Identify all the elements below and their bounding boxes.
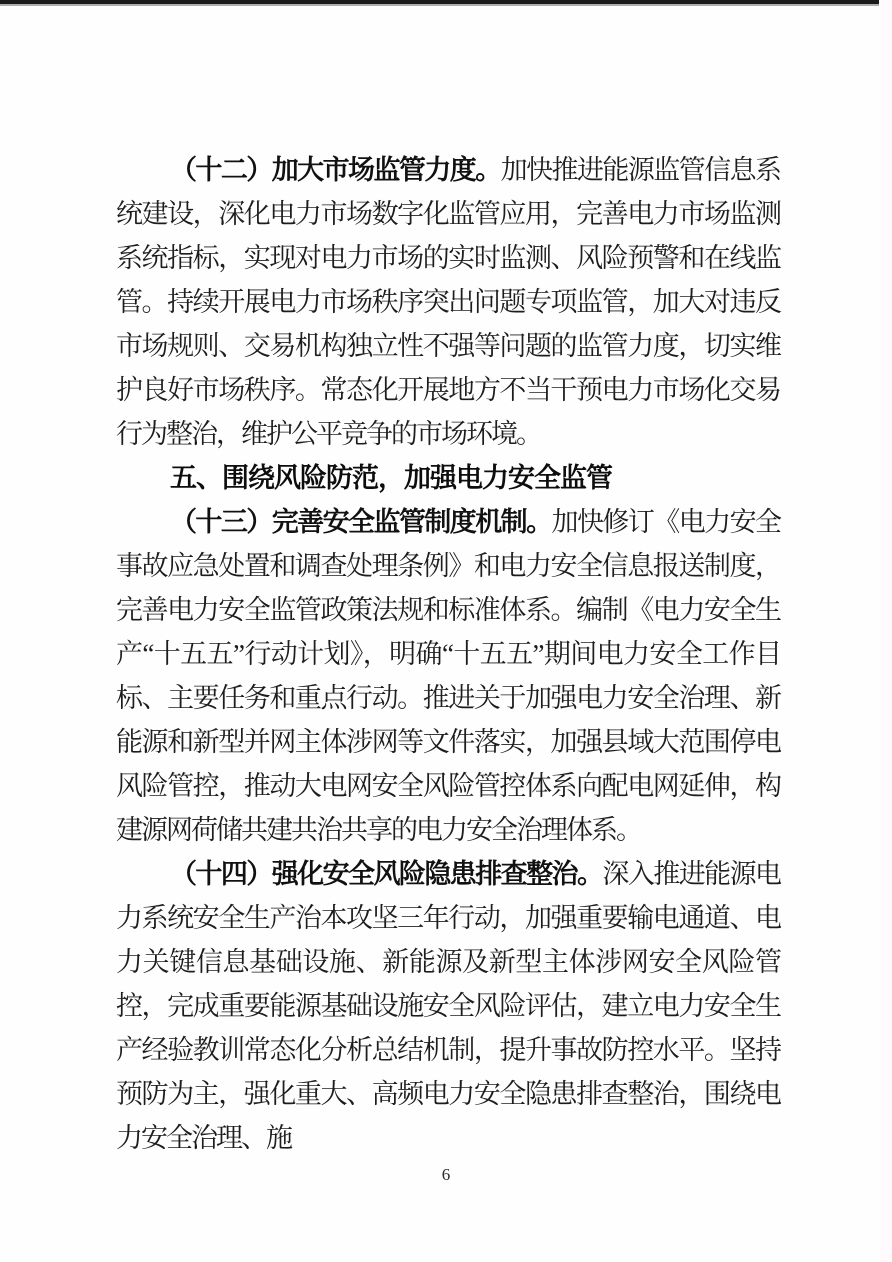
- item-14-lead: （十四）强化安全风险隐患排查整治。: [170, 859, 603, 889]
- item-13-lead: （十三）完善安全监管制度机制。: [170, 507, 552, 537]
- item-12-lead: （十二）加大市场监管力度。: [170, 155, 501, 185]
- item-14-body: 深入推进能源电力系统安全生产治本攻坚三年行动，加强重要输电通道、电力关键信息基础设施、新能源及新型主体涉网安全风险管控，完成重要能源基础设施安全风险评估，建立电力安全生产经验教训常态化分析总结机制，提升事故防控水平。坚持预防为主，强化重大、高频电力安全隐患排查整治，围绕电力安全治理、施: [116, 859, 780, 1153]
- paragraph-item-14: [116, 852, 780, 1160]
- page-body-text: [116, 148, 780, 1160]
- item-13-body: 加快修订《电力安全事故应急处置和调查处理条例》和电力安全信息报送制度，完善电力安全监管政策法规和标准体系。编制《电力安全生产“十五五”行动计划》，明确“十五五”期间电力安全工作目标、主要任务和重点行动。推进关于加强电力安全治理、新能源和新型并网主体涉网等文件落实，加强县域大范围停电风险管控，推动大电网安全风险管控体系向配电网延伸，构建源网荷储共建共治共享的电力安全治理体系。: [116, 507, 781, 845]
- section-heading-5: 五、围绕风险防范，加强电力安全监管: [170, 463, 612, 493]
- scan-artifact-top-bar: [0, 0, 879, 6]
- page-number: 6: [441, 1165, 451, 1184]
- paragraph-item-12: [116, 148, 780, 456]
- item-12-body: 加快推进能源监管信息系统建设，深化电力市场数字化监管应用，完善电力市场监测系统指标，实现对电力市场的实时监测、风险预警和在线监管。持续开展电力市场秩序突出问题专项监管，加大对违反市场规则、交易机构独立性不强等问题的监管力度，切实维护良好市场秩序。常态化开展地方不当干预电力市场化交易行为整治，维护公平竞争的市场环境。: [116, 155, 781, 449]
- scan-artifact-right-strip: [880, 0, 892, 1262]
- paragraph-item-13: [116, 500, 780, 852]
